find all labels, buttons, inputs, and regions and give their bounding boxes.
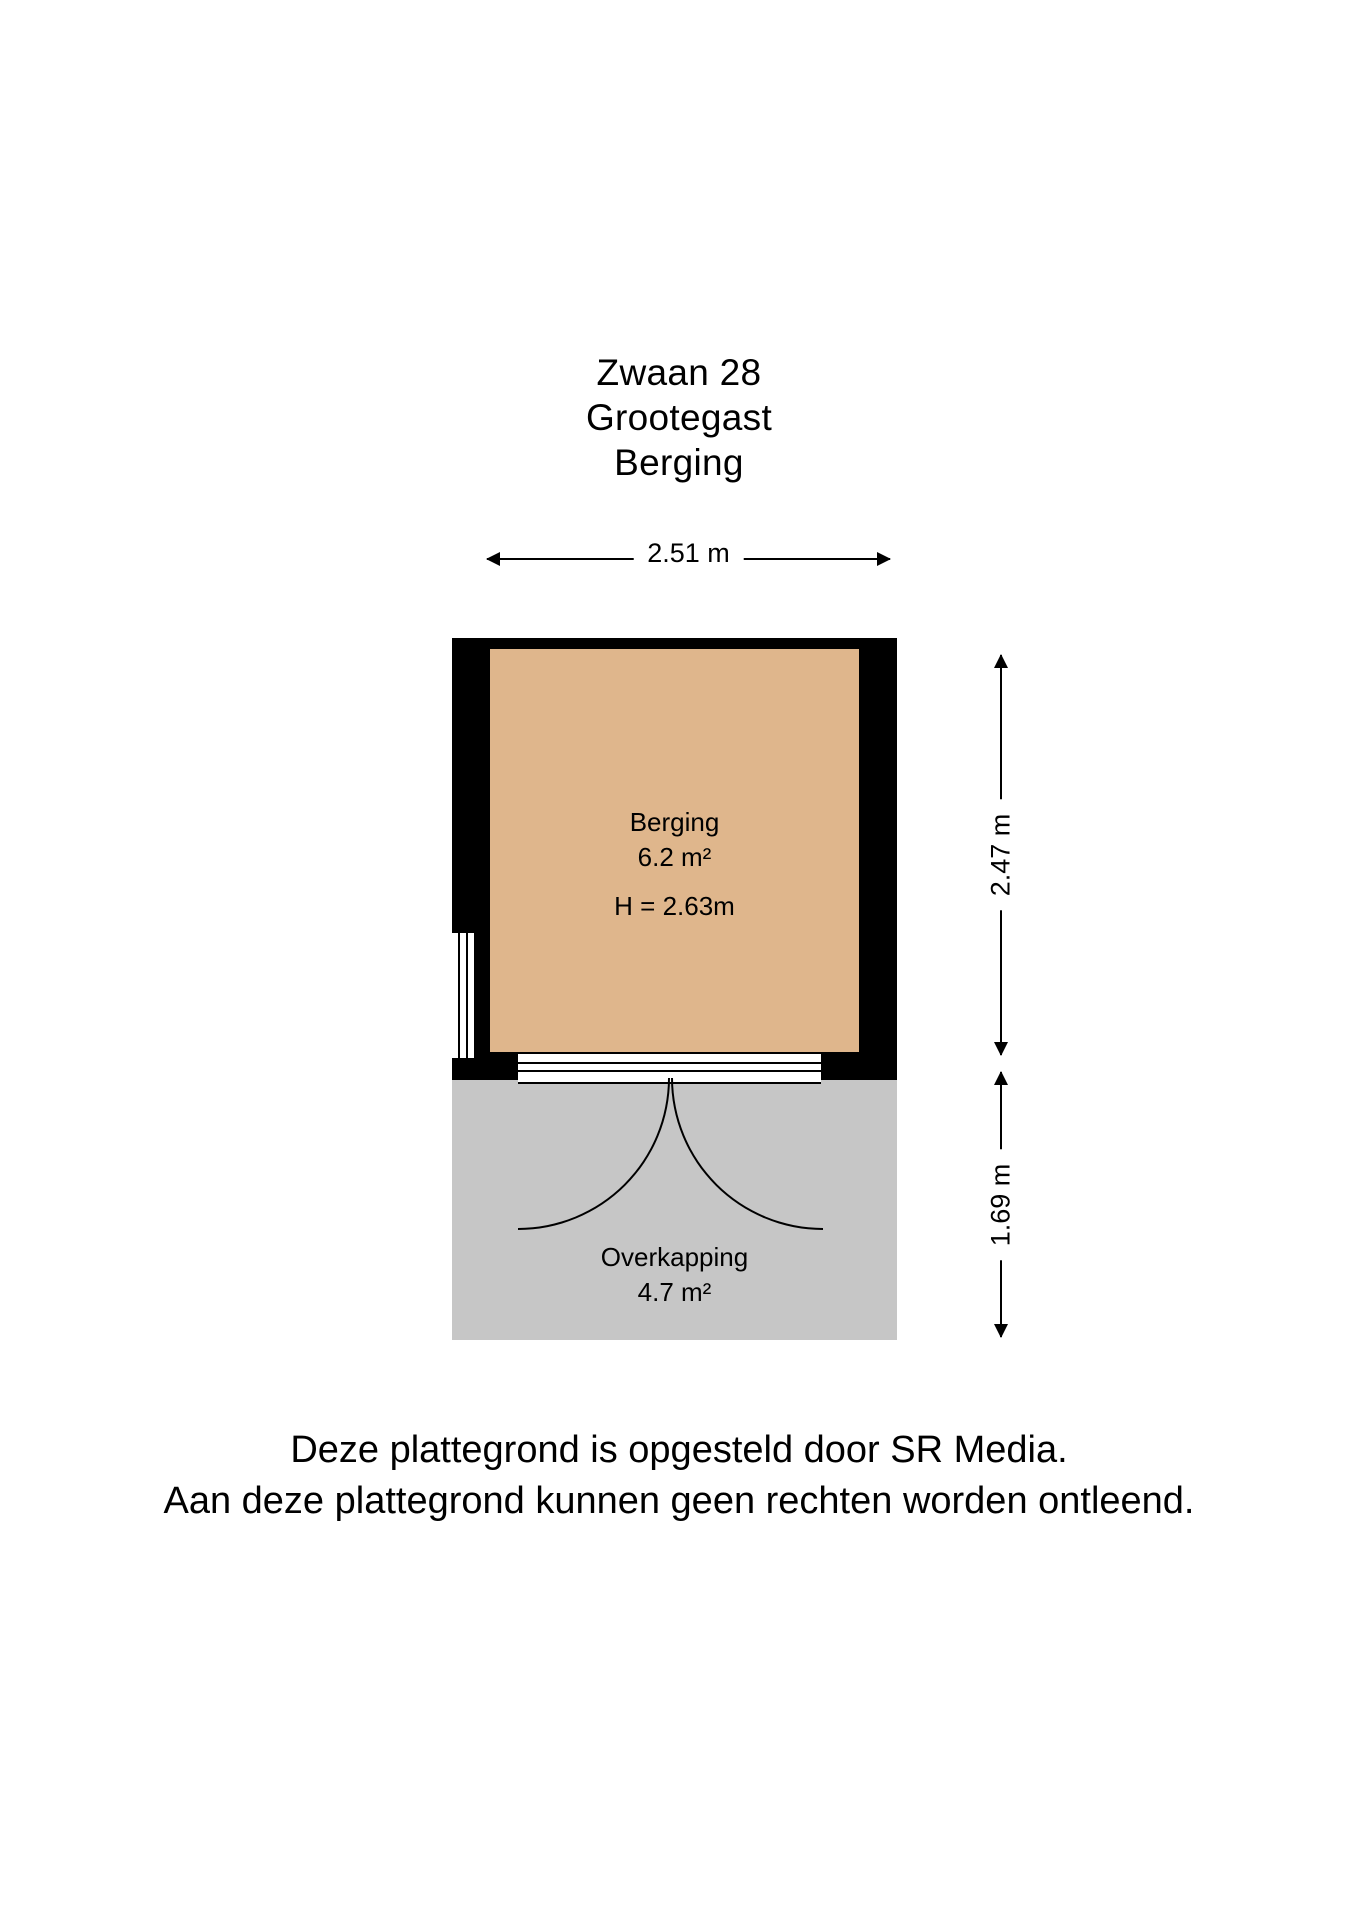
arrow-down-icon: [994, 1324, 1008, 1338]
arrow-left-icon: [486, 552, 500, 566]
room-overkapping-area: 4.7 m²: [637, 1277, 712, 1308]
disclaimer-line-1: Deze plattegrond is opgesteld door SR Media.: [290, 1429, 1068, 1471]
arrow-down-icon: [994, 1042, 1008, 1056]
disclaimer-line-2: Aan deze plattegrond kunnen geen rechten worden ontleend.: [163, 1480, 1195, 1523]
door-leaf-left-icon: [518, 1078, 670, 1230]
dimension-right-lower-label: 1.69 m: [986, 1149, 1017, 1260]
door-leaf-right-icon: [671, 1078, 823, 1230]
room-label-berging: [490, 805, 859, 924]
dimension-right-lower: [985, 1072, 1016, 1337]
room-overkapping-name: Overkapping: [600, 1242, 749, 1272]
room-berging-height: H = 2.63m: [614, 891, 735, 922]
arrow-up-icon: [994, 654, 1008, 668]
arrow-right-icon: [877, 552, 891, 566]
dimension-right-upper: [985, 655, 1016, 1055]
door-swing-arcs: [518, 1078, 823, 1233]
dimension-top-width: [487, 538, 890, 568]
door-frame-line: [518, 1070, 821, 1072]
room-berging-area: 6.2 m²: [637, 842, 712, 873]
title-address: Zwaan 28: [596, 352, 762, 393]
room-label-overkapping: [452, 1240, 897, 1310]
title-city: Grootegast: [585, 397, 773, 439]
room-berging-name: Berging: [629, 807, 720, 837]
dimension-right-upper-label: 2.47 m: [986, 800, 1017, 911]
title-floor: Berging: [614, 442, 744, 484]
disclaimer-block: [0, 1425, 1358, 1528]
dimension-top-width-label: 2.51 m: [633, 538, 744, 569]
arrow-up-icon: [994, 1071, 1008, 1085]
door-frame-line: [518, 1062, 821, 1064]
window-left-wall: [452, 930, 474, 1061]
